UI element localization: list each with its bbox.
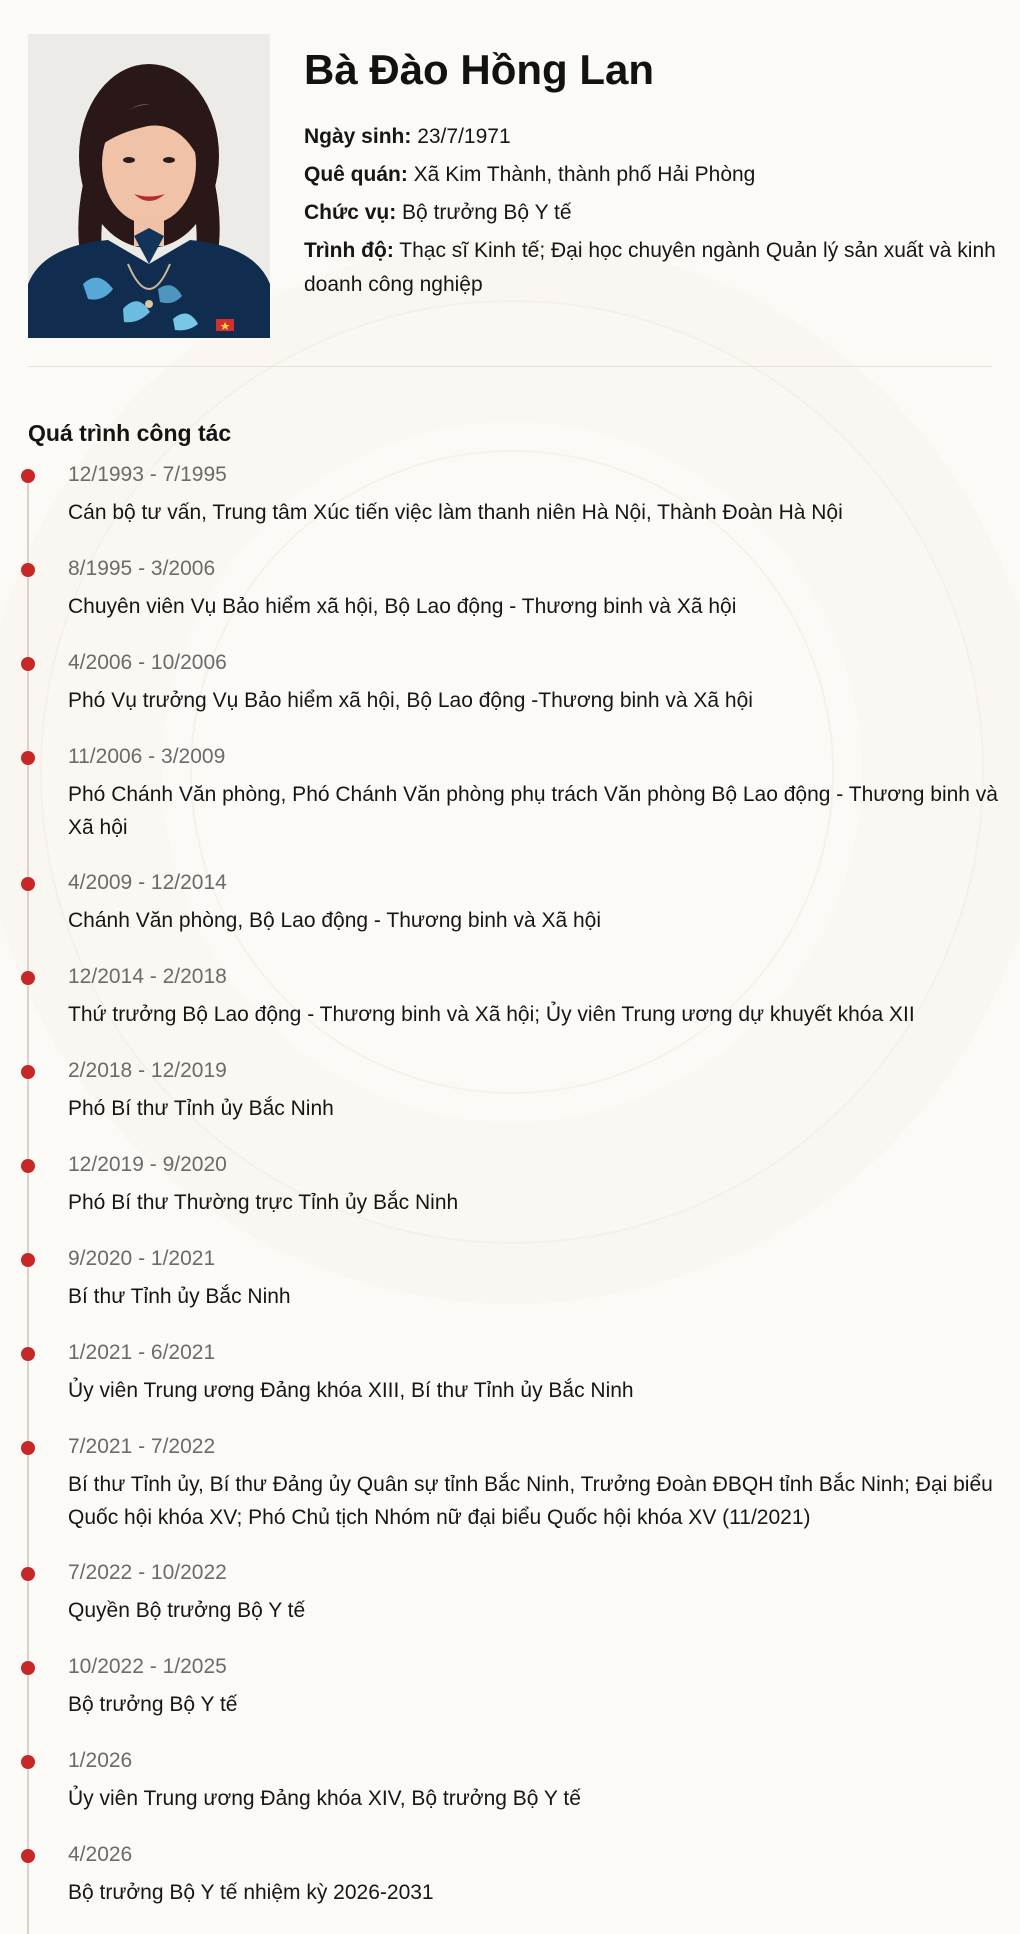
- timeline-description: Phó Vụ trưởng Vụ Bảo hiểm xã hội, Bộ Lao động -Thương binh và Xã hội: [68, 689, 753, 712]
- timeline-description: Ủy viên Trung ương Đảng khóa XIII, Bí thư Tỉnh ủy Bắc Ninh: [68, 1379, 634, 1402]
- timeline-description: Chánh Văn phòng, Bộ Lao động - Thương binh và Xã hội: [68, 909, 601, 932]
- timeline-description: Bộ trưởng Bộ Y tế: [68, 1693, 238, 1716]
- hometown-value: Xã Kim Thành, thành phố Hải Phòng: [407, 163, 756, 186]
- education-value: Thạc sĩ Kinh tế; Đại học chuyên ngành Quản lý sản xuất và kinh doanh công nghiệp: [304, 239, 996, 296]
- timeline-dot-icon: [21, 751, 35, 765]
- profile-info: [304, 44, 1004, 306]
- timeline-dot-icon: [21, 563, 35, 577]
- birth-date-row: [304, 120, 1004, 154]
- timeline-description: Quyền Bộ trưởng Bộ Y tế: [68, 1599, 306, 1622]
- timeline-date: 12/1993 - 7/1995: [68, 463, 227, 486]
- position-label: Chức vụ:: [304, 201, 397, 224]
- section-divider: [28, 366, 992, 367]
- timeline-dot-icon: [21, 877, 35, 891]
- timeline-date: 1/2026: [68, 1749, 133, 1772]
- timeline-description: Chuyên viên Vụ Bảo hiểm xã hội, Bộ Lao động - Thương binh và Xã hội: [68, 595, 737, 618]
- timeline-date: 7/2022 - 10/2022: [68, 1561, 227, 1584]
- timeline-date: 1/2021 - 6/2021: [68, 1341, 216, 1364]
- timeline-description: Ủy viên Trung ương Đảng khóa XIV, Bộ trưởng Bộ Y tế: [68, 1787, 581, 1810]
- portrait-photo: [28, 34, 270, 338]
- education-row: [304, 234, 1004, 302]
- hometown-label: Quê quán:: [304, 163, 408, 186]
- position-value: Bộ trưởng Bộ Y tế: [396, 201, 572, 224]
- education-label: Trình độ:: [304, 239, 394, 262]
- person-name: Bà Đào Hồng Lan: [304, 46, 655, 93]
- timeline-description: Bí thư Tỉnh ủy Bắc Ninh: [68, 1285, 291, 1308]
- timeline-dot-icon: [21, 971, 35, 985]
- timeline-date: 4/2026: [68, 1843, 133, 1866]
- timeline-date: 4/2009 - 12/2014: [68, 871, 227, 894]
- hometown-row: [304, 158, 1004, 192]
- timeline-dot-icon: [21, 1849, 35, 1863]
- timeline-date: 9/2020 - 1/2021: [68, 1247, 216, 1270]
- position-row: [304, 196, 1004, 230]
- birth-date-value: 23/7/1971: [411, 125, 511, 148]
- timeline-dot-icon: [21, 1159, 35, 1173]
- timeline-dot-icon: [21, 1347, 35, 1361]
- timeline-date: 8/1995 - 3/2006: [68, 557, 216, 580]
- timeline-dot-icon: [21, 1567, 35, 1581]
- timeline-date: 11/2006 - 3/2009: [68, 745, 226, 768]
- timeline-description: Phó Bí thư Thường trực Tỉnh ủy Bắc Ninh: [68, 1191, 459, 1214]
- timeline-date: 4/2006 - 10/2006: [68, 651, 227, 674]
- timeline-line: [27, 474, 29, 1934]
- timeline-date: 2/2018 - 12/2019: [68, 1059, 227, 1082]
- timeline-description: Bộ trưởng Bộ Y tế nhiệm kỳ 2026-2031: [68, 1881, 434, 1904]
- timeline-dot-icon: [21, 1661, 35, 1675]
- timeline-dot-icon: [21, 657, 35, 671]
- timeline-dot-icon: [21, 1441, 35, 1455]
- timeline-dot-icon: [21, 1755, 35, 1769]
- birth-date-label: Ngày sinh:: [304, 125, 412, 148]
- timeline-description: Phó Chánh Văn phòng, Phó Chánh Văn phòng phụ trách Văn phòng Bộ Lao động - Thương binh và Xã hội: [68, 783, 998, 839]
- career-section-title: Quá trình công tác: [28, 420, 232, 447]
- timeline-date: 10/2022 - 1/2025: [68, 1655, 227, 1678]
- profile-card: [28, 34, 996, 338]
- timeline-dot-icon: [21, 1253, 35, 1267]
- timeline-date: 12/2019 - 9/2020: [68, 1153, 227, 1176]
- timeline-description: Phó Bí thư Tỉnh ủy Bắc Ninh: [68, 1097, 334, 1120]
- timeline-date: 12/2014 - 2/2018: [68, 965, 227, 988]
- timeline-dot-icon: [21, 1065, 35, 1079]
- timeline-description: Cán bộ tư vấn, Trung tâm Xúc tiến việc làm thanh niên Hà Nội, Thành Đoàn Hà Nội: [68, 501, 843, 524]
- timeline-description: Thứ trưởng Bộ Lao động - Thương binh và Xã hội; Ủy viên Trung ương dự khuyết khóa XII: [68, 1003, 915, 1026]
- timeline-date: 7/2021 - 7/2022: [68, 1435, 216, 1458]
- timeline-description: Bí thư Tỉnh ủy, Bí thư Đảng ủy Quân sự tỉnh Bắc Ninh, Trưởng Đoàn ĐBQH tỉnh Bắc Ninh; Đại biểu Quốc hội khóa XV; Phó Chủ tịch Nhóm nữ đại biểu Quốc hội khóa XV (11/2021): [68, 1473, 993, 1529]
- timeline-dot-icon: [21, 469, 35, 483]
